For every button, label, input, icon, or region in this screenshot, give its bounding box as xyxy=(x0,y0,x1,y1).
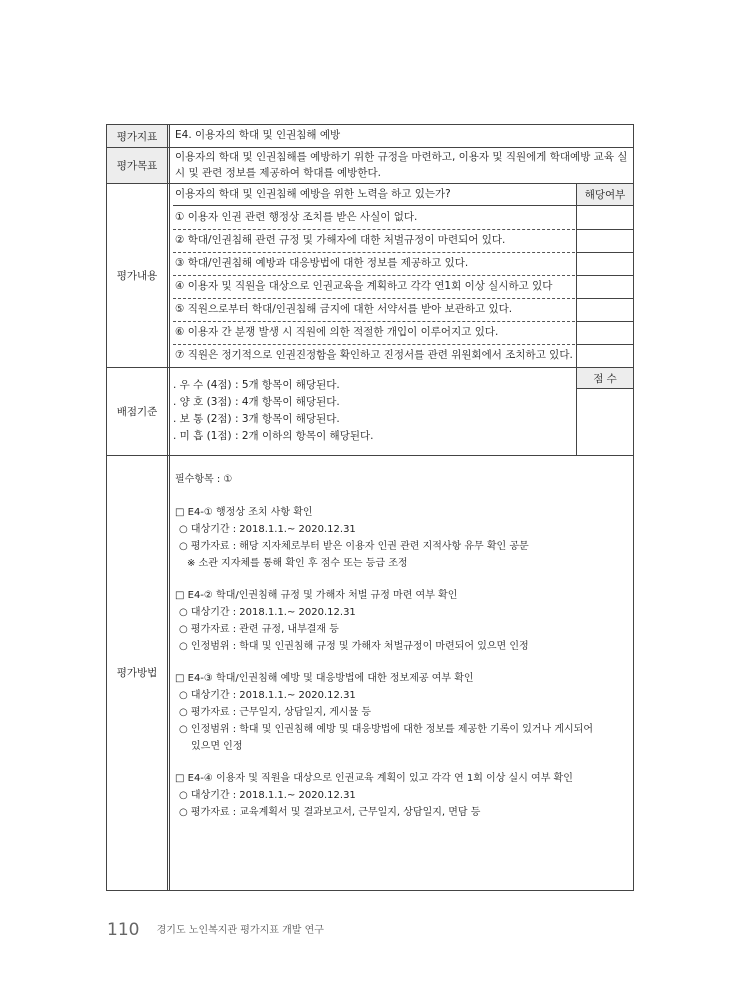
method-required: 필수항목 : ① xyxy=(175,474,233,485)
page-number: 110 xyxy=(107,920,140,940)
content-item: ③ 학대/인권침해 예방과 대응방법에 대한 정보를 제공하고 있다. xyxy=(175,257,469,269)
applicable-cell-line xyxy=(577,298,633,299)
evaluation-table xyxy=(106,124,634,891)
content-item: ⑤ 직원으로부터 학대/인권침해 금지에 대한 서약서를 받아 보관하고 있다. xyxy=(175,303,513,315)
method-section-title: □ E4-③ 학대/인권침해 예방 및 대응방법에 대한 정보제공 여부 확인 xyxy=(175,673,474,684)
content-question: 이용자의 학대 및 인권침해 예방을 위한 노력을 하고 있는가? xyxy=(175,188,451,200)
method-content: 필수항목 : ① □ E4-① 행정상 조치 사항 확인 ○ 대상기간 : 2018.1.1.~ 2020.12.31 ○ 평가자료 : 해당 지자체로부터 받은 이용자 인권 관련 지적사항 유무 확인 공문 ※ 소관 지자체를 통해 확인 후 점수 또는 등급 조정 □ E4-② 학대/인권침해 규정 및 가해자 처벌 규정 마련 여부 확인 ○ 대상기간 : 2018.1.1.~ 2020.12.31 ○ 평가자료 : 관련 규정, 내부결재 등 ○ 인정범위 : 학대 및 인권침해 규정 및 가해자 처벌규정이 마련되어 있으면 인정 □ E4-③ 학대/인권침해 예방 및 대응방법에 대한 정보제공 여부 확인 ○ 대상기간 : 2018.1.1.~ 2020.12.31 ○ 평가자료 : 근무일지, 상담일지, 게시물 등 ○ 인정범위 : 학대 및 인권침해 예방 및 대응방법에 대한 정보를 제공한 기록이 있거나 게시되어 있으면 인정 □ E4-④ 이용자 및 직원을 대상으로 인권교육 계획이 있고 각각 연 1회 이상 실시 여부 확인 ○ 대상기간 : 2018.1.1.~ 2020.12.31 ○ 평가자료 : 교육계획서 및 결과보고서, 근무일지, 상담일지, 면담 등 xyxy=(175,471,593,821)
applicable-cell-line xyxy=(577,321,633,322)
row-divider xyxy=(107,147,633,148)
content-item: ⑦ 직원은 정기적으로 인권진정함을 확인하고 진정서를 관련 위원회에서 조치하고 있다. xyxy=(175,349,573,361)
goal-text: 이용자의 학대 및 인권침해를 예방하기 위한 규정을 마련하고, 이용자 및 직원에게 학대예방 교육 실 시 및 관련 정보를 제공하여 학대를 예방한다. xyxy=(175,151,628,179)
indicator-label: 평가지표 xyxy=(107,125,170,147)
method-label: 평가방법 xyxy=(107,455,170,890)
item-divider xyxy=(173,275,575,276)
question-divider xyxy=(173,205,633,206)
row-divider xyxy=(107,455,633,456)
score-header-divider xyxy=(577,388,633,389)
item-divider xyxy=(173,298,575,299)
method-section-title: □ E4-② 학대/인권침해 규정 및 가해자 처벌 규정 마련 여부 확인 xyxy=(175,590,458,601)
item-divider xyxy=(173,229,575,230)
method-section-title: □ E4-① 행정상 조치 사항 확인 xyxy=(175,507,313,518)
applicable-header: 해당여부 xyxy=(577,184,633,205)
score-header: 점 수 xyxy=(577,368,633,388)
content-label: 평가내용 xyxy=(107,183,170,367)
indicator-value: E4. 이용자의 학대 및 인권침해 예방 xyxy=(175,129,341,141)
footer-title: 경기도 노인복지관 평가지표 개발 연구 xyxy=(156,925,324,936)
page-footer xyxy=(107,920,324,940)
applicable-cell-line xyxy=(577,252,633,253)
score-criteria: . 우 수 (4점) : 5개 항목이 해당된다. . 양 호 (3점) : 4개 항목이 해당된다. . 보 통 (2점) : 3개 항목이 해당된다. . 미 흡 (1점) : 2개 이하의 항목이 해당된다. xyxy=(173,379,374,442)
content-item: ② 학대/인권침해 관련 규정 및 가해자에 대한 처벌규정이 마련되어 있다. xyxy=(175,234,506,246)
applicable-cell-line xyxy=(577,344,633,345)
method-section-title: □ E4-④ 이용자 및 직원을 대상으로 인권교육 계획이 있고 각각 연 1회 이상 실시 여부 확인 xyxy=(175,773,573,784)
applicable-cell-line xyxy=(577,275,633,276)
item-divider xyxy=(173,344,575,345)
applicable-cell-line xyxy=(577,229,633,230)
content-item: ⑥ 이용자 간 분쟁 발생 시 직원에 의한 적절한 개입이 이루어지고 있다. xyxy=(175,326,499,338)
item-divider xyxy=(173,321,575,322)
score-label: 배점기준 xyxy=(107,367,170,455)
goal-label: 평가목표 xyxy=(107,147,170,183)
content-item: ① 이용자 인권 관련 행정상 조치를 받은 사실이 없다. xyxy=(175,211,418,223)
row-divider xyxy=(107,183,633,184)
item-divider xyxy=(173,252,575,253)
content-item: ④ 이용자 및 직원을 대상으로 인권교육을 계획하고 각각 연1회 이상 실시하고 있다 xyxy=(175,280,553,292)
row-divider xyxy=(107,367,633,368)
